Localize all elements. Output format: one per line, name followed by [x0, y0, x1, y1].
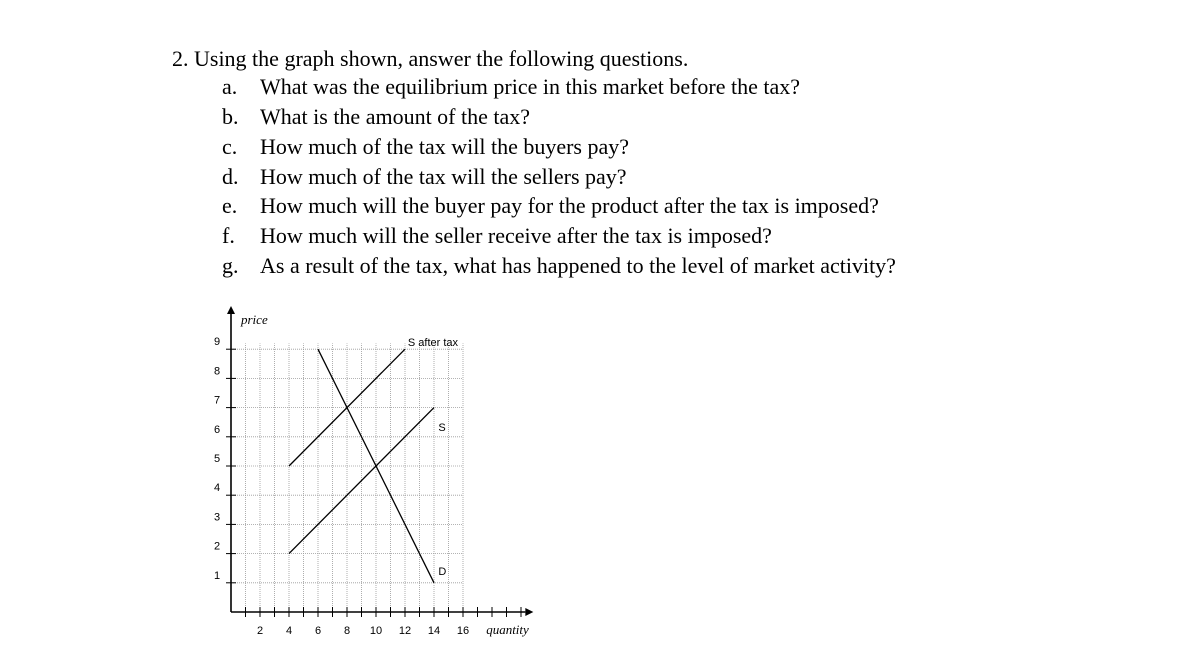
item-text: What is the amount of the tax?	[260, 104, 531, 129]
item-letter: c.	[222, 134, 238, 159]
series-label: D	[438, 566, 447, 578]
x-tick-label: 4	[285, 625, 293, 637]
series-label: S	[438, 422, 446, 434]
item-letter: e.	[222, 193, 238, 218]
y-tick-label: 3	[213, 511, 221, 524]
x-tick-label: 12	[398, 625, 412, 637]
question-title: 2. Using the graph shown, answer the following questions.	[172, 46, 689, 71]
x-tick-label: 16	[456, 625, 470, 637]
item-text: As a result of the tax, what has happened to the level of market activity?	[260, 253, 896, 278]
y-tick-label: 7	[213, 394, 221, 407]
y-axis-arrow-icon	[227, 306, 235, 314]
item-letter: b.	[222, 104, 239, 129]
item-text: How much of the tax will the sellers pay?	[260, 164, 627, 189]
x-tick-label: 8	[343, 625, 351, 637]
y-tick-label: 2	[213, 540, 221, 553]
item-text: How much will the buyer pay for the product after the tax is imposed?	[260, 193, 879, 218]
item-letter: f.	[222, 223, 235, 248]
x-tick-label: 2	[256, 625, 264, 637]
y-tick-label: 4	[213, 482, 221, 495]
y-tick-label: 9	[213, 336, 221, 349]
y-tick-label: 6	[213, 423, 221, 436]
series-label: S after tax	[407, 337, 459, 349]
y-tick-label: 1	[213, 569, 221, 582]
item-text: How much of the tax will the buyers pay?	[260, 134, 630, 159]
item-letter: a.	[222, 74, 238, 99]
item-text: How much will the seller receive after the tax is imposed?	[260, 223, 772, 248]
item-text: What was the equilibrium price in this market before the tax?	[260, 74, 801, 99]
y-axis-label: price	[241, 312, 268, 327]
item-letter: d.	[222, 164, 239, 189]
x-tick-label: 6	[314, 625, 322, 637]
x-axis-arrow-icon	[525, 608, 533, 616]
x-tick-label: 14	[427, 625, 441, 637]
y-tick-label: 8	[213, 365, 221, 378]
item-letter: g.	[222, 253, 239, 278]
x-axis-label: quantity	[486, 622, 529, 637]
x-tick-label: 10	[369, 625, 383, 637]
y-tick-label: 5	[213, 453, 221, 465]
